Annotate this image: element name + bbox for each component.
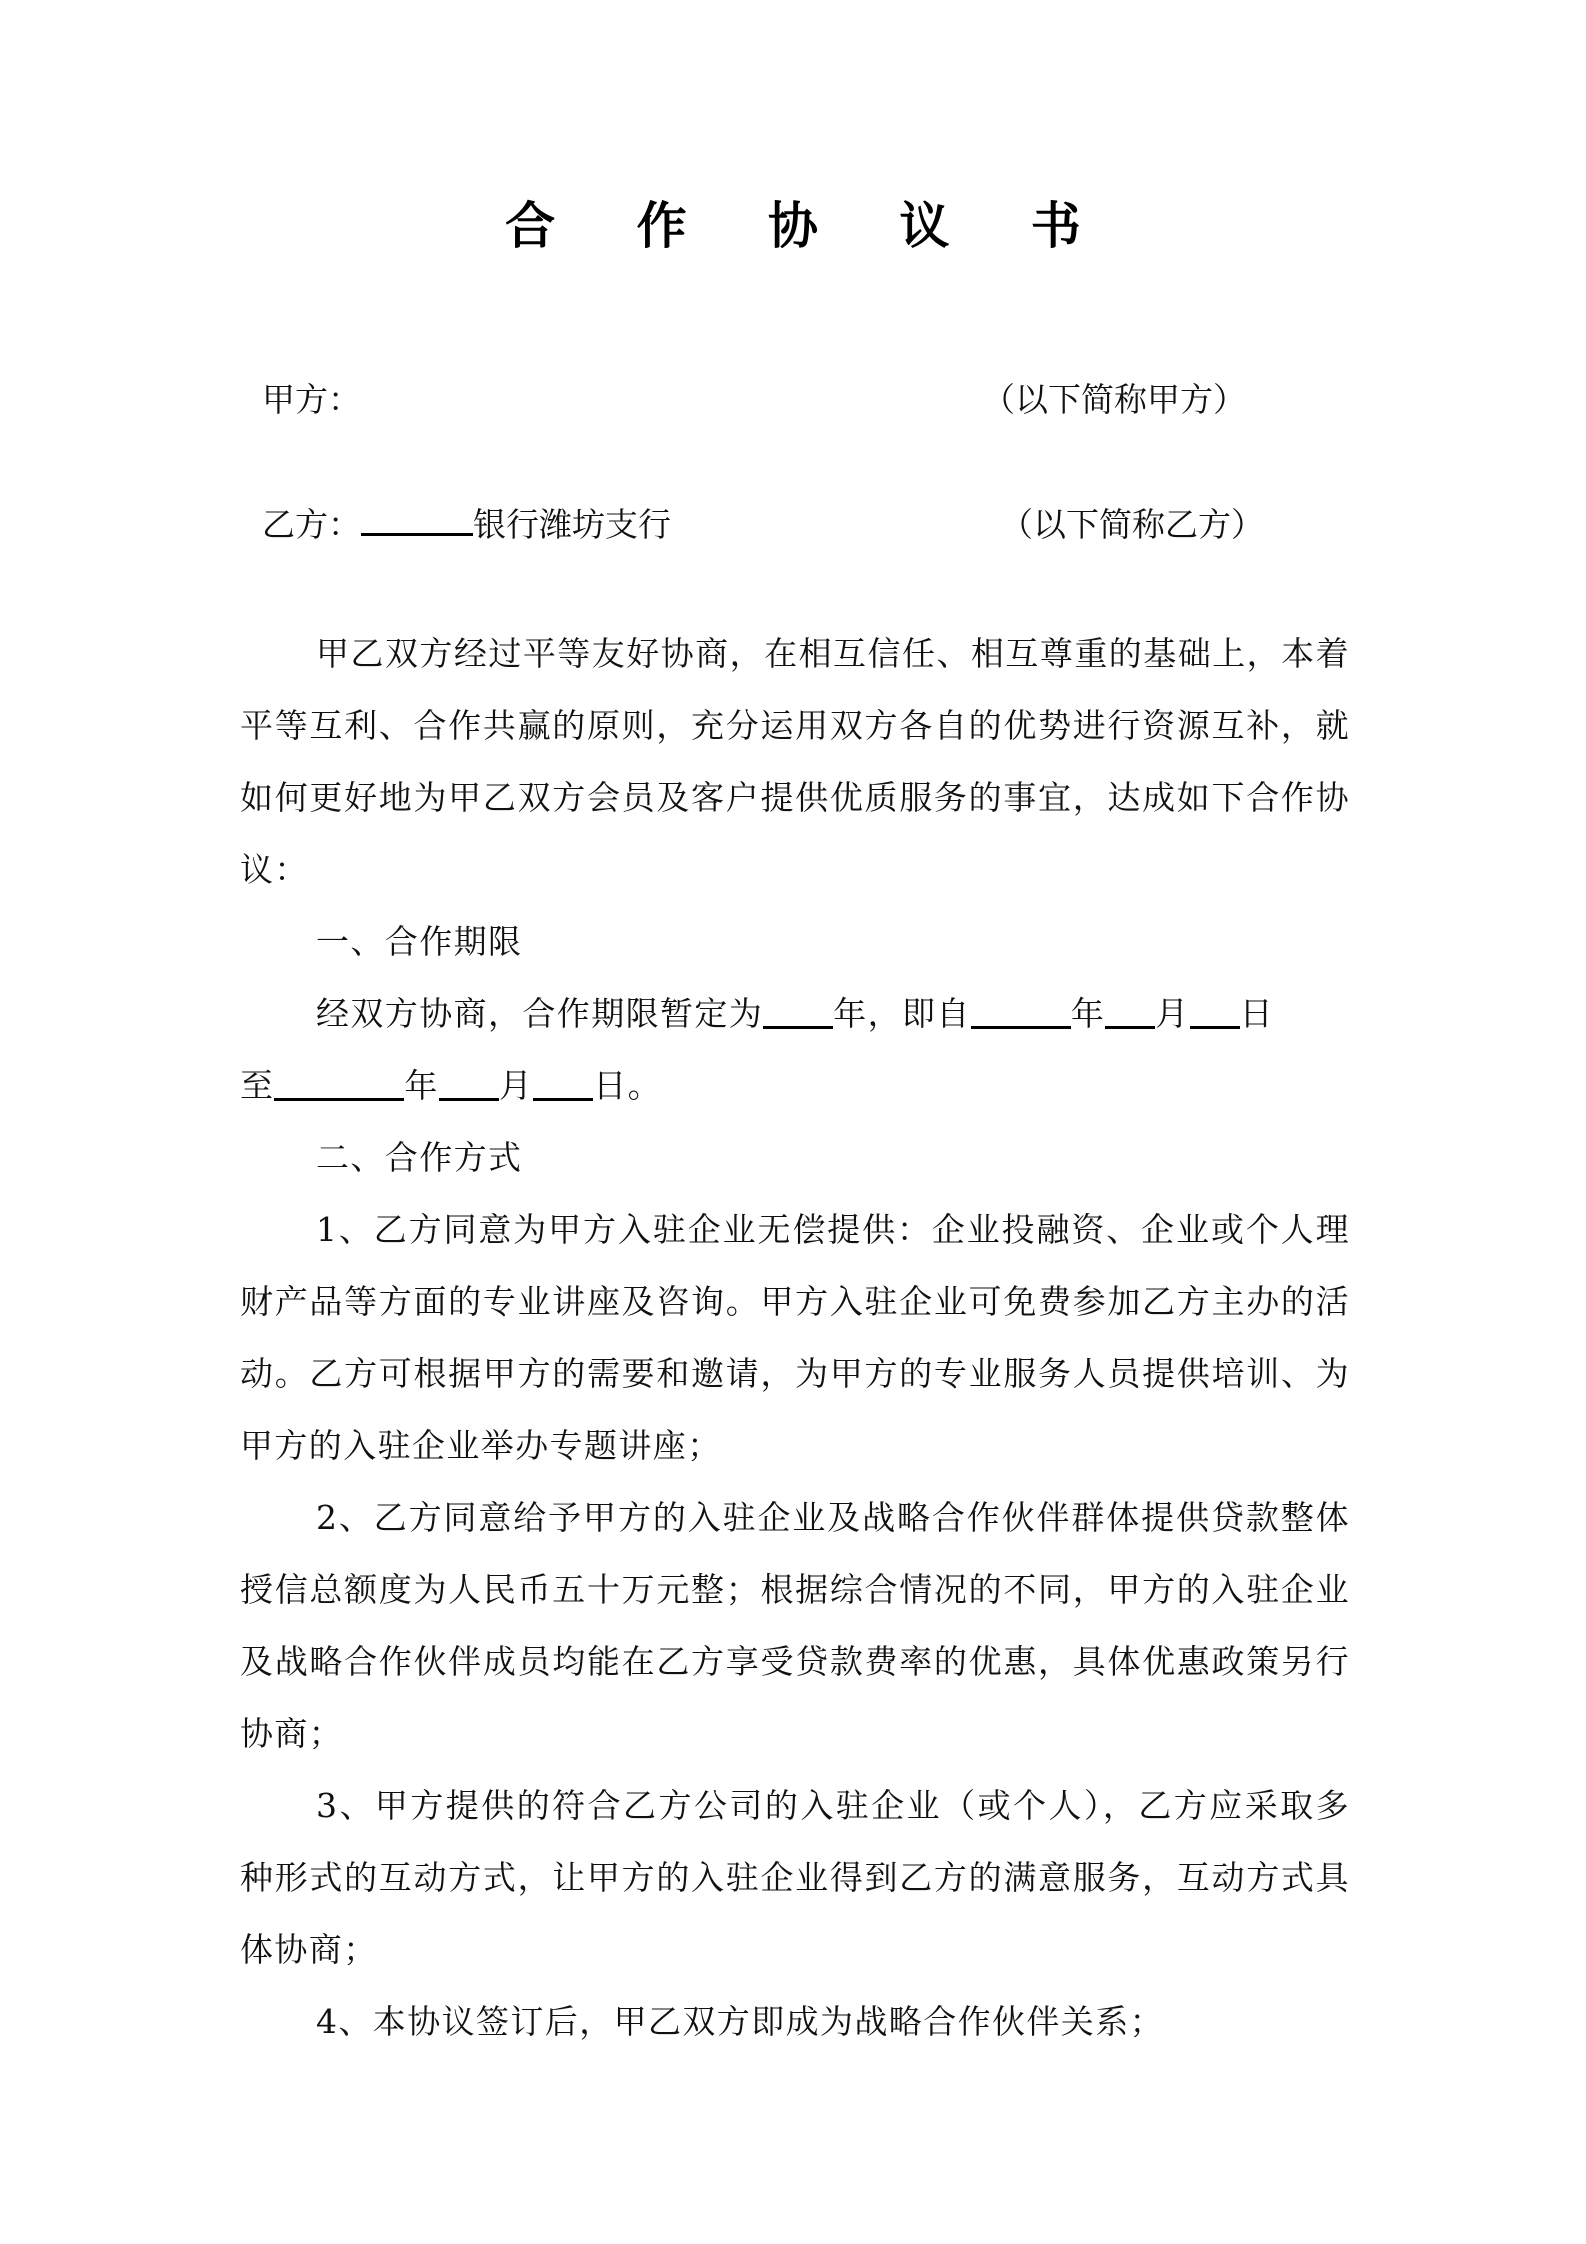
section-heading-term: 一、合作期限 [316, 922, 523, 961]
start-day-unit: 日 [1239, 994, 1275, 1033]
agreement-body [240, 618, 1350, 2058]
document-title: 合 作 协 议 书 [505, 197, 1113, 255]
party-b-abbreviation: （以下简称乙方） [1000, 505, 1264, 544]
clause-1: 1、乙方同意为甲方入驻企业无偿提供：企业投融资、企业或个人理财产品等方面的专业讲座及咨询。甲方入驻企业可免费参加乙方主办的活动。乙方可根据甲方的需要和邀请，为甲方的专业服务人员提供培训、为甲方的入驻企业举办专题讲座； [240, 1210, 1350, 1465]
preamble-paragraph: 甲乙双方经过平等友好协商，在相互信任、相互尊重的基础上，本着平等互利、合作共赢的原则，充分运用双方各自的优势进行资源互补，就如何更好地为甲乙双方会员及客户提供优质服务的事宜，达成如下合作协议： [240, 634, 1350, 889]
end-day-unit: 日。 [593, 1066, 663, 1105]
clause-2: 2、乙方同意给予甲方的入驻企业及战略合作伙伴群体提供贷款整体授信总额度为人民币五十万元整；根据综合情况的不同，甲方的入驻企业及战略合作伙伴成员均能在乙方享受贷款费率的优惠，具体优惠政策另行协商； [240, 1498, 1350, 1753]
term-years-unit: 年，即自 [833, 994, 971, 1033]
clause-3: 3、甲方提供的符合乙方公司的入驻企业（或个人），乙方应采取多种形式的互动方式，让甲方的入驻企业得到乙方的满意服务，互动方式具体协商； [240, 1786, 1350, 1969]
party-a-line [262, 378, 361, 422]
start-year-unit: 年 [1070, 994, 1106, 1033]
party-b-line [262, 503, 671, 547]
end-day-blank [533, 1070, 593, 1101]
start-month-blank [1105, 998, 1155, 1029]
party-a-label: 甲方： [262, 380, 361, 419]
start-month-unit: 月 [1155, 994, 1190, 1033]
end-year-blank [274, 1070, 404, 1101]
start-year-blank [971, 998, 1071, 1029]
party-a-abbreviation: （以下简称甲方） [982, 380, 1246, 419]
term-years-blank [763, 998, 833, 1029]
end-month-blank [439, 1070, 499, 1101]
term-paragraph [240, 978, 1350, 1122]
party-b-name: 银行潍坊支行 [473, 505, 671, 544]
end-month-unit: 月 [498, 1066, 534, 1105]
section-heading-cooperation-mode: 二、合作方式 [316, 1138, 523, 1177]
start-day-blank [1190, 998, 1240, 1029]
term-to-label: 至 [240, 1066, 275, 1105]
term-prefix: 经双方协商，合作期限暂定为 [316, 994, 764, 1033]
party-b-label: 乙方： [262, 505, 361, 544]
end-year-unit: 年 [404, 1066, 439, 1105]
party-b-blank [361, 503, 473, 536]
clause-4: 4、本协议签订后，甲乙双方即成为战略合作伙伴关系； [316, 2002, 1164, 2041]
